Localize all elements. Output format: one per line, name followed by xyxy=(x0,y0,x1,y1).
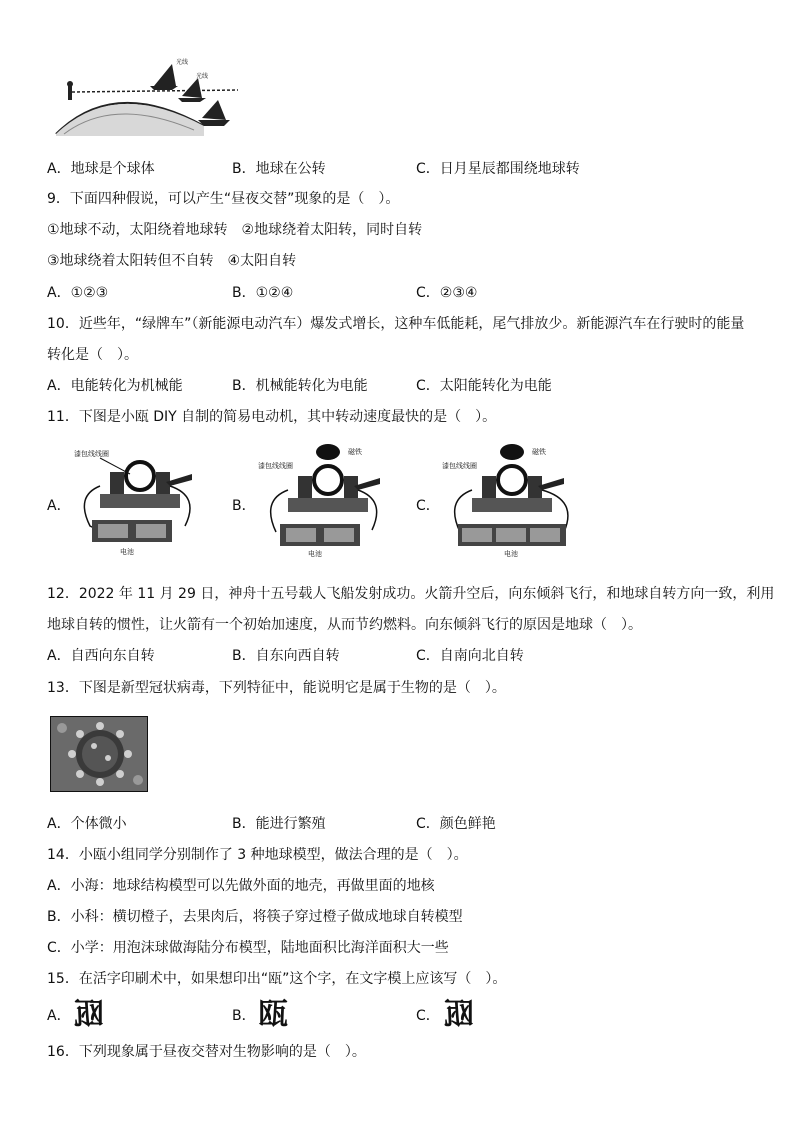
q13-option-a[interactable]: A．个体微小 xyxy=(47,816,127,832)
q9-option-b[interactable]: B．①②④ xyxy=(232,285,294,301)
motor-a-battery-label: 电池 xyxy=(120,548,134,556)
q14-option-b[interactable]: B．小科：横切橙子，去果肉后，将筷子穿过橙子做成地球自转模型 xyxy=(47,909,463,925)
q15-glyph-a: 瓯 xyxy=(74,997,104,1032)
svg-text:光线: 光线 xyxy=(176,59,189,66)
motor-b-battery-label: 电池 xyxy=(308,550,322,558)
q10-option-b[interactable]: B．机械能转化为电能 xyxy=(232,378,368,394)
q15-label-c[interactable]: C． xyxy=(416,1008,440,1024)
motor-figure-c xyxy=(440,440,580,558)
q8-option-b[interactable]: B．地球在公转 xyxy=(232,161,326,177)
q9-option-a[interactable]: A．①②③ xyxy=(47,285,109,301)
q10-stem-line2: 转化是（ ）。 xyxy=(47,347,138,363)
motor-figure-b xyxy=(256,440,386,558)
q15-label-b[interactable]: B． xyxy=(232,1008,256,1024)
q10-option-a[interactable]: A．电能转化为机械能 xyxy=(47,378,183,394)
earth-ship-figure xyxy=(54,56,240,136)
q12-option-c[interactable]: C．自南向北自转 xyxy=(416,648,524,664)
q8-option-c[interactable]: C．日月星辰都围绕地球转 xyxy=(416,161,580,177)
motor-c-coil-label: 漆包线线圈 xyxy=(442,462,477,470)
q14-stem: 14．小瓯小组同学分别制作了 3 种地球模型，做法合理的是（ ）。 xyxy=(47,847,468,863)
q9-stem: 9．下面四种假说，可以产生“昼夜交替”现象的是（ ）。 xyxy=(47,191,400,207)
q12-option-a[interactable]: A．自西向东自转 xyxy=(47,648,155,664)
q15-glyph-b: 瓯 xyxy=(258,997,288,1032)
q13-stem: 13．下图是新型冠状病毒，下列特征中，能说明它是属于生物的是（ ）。 xyxy=(47,680,506,696)
virus-image xyxy=(50,716,148,792)
motor-c-magnet-label: 磁铁 xyxy=(532,448,546,456)
q12-option-b[interactable]: B．自东向西自转 xyxy=(232,648,340,664)
q13-option-b[interactable]: B．能进行繁殖 xyxy=(232,816,326,832)
q15-stem: 15．在活字印刷术中，如果想印出“瓯”这个字，在文字模上应该写（ ）。 xyxy=(47,971,507,987)
svg-text:光线: 光线 xyxy=(196,73,209,80)
q8-option-a[interactable]: A．地球是个球体 xyxy=(47,161,155,177)
q12-stem-line2: 地球自转的惯性，让火箭有一个初始加速度，从而节约燃料。向东倾斜飞行的原因是地球（ ）。 xyxy=(47,617,642,633)
q11-label-a[interactable]: A． xyxy=(47,498,71,514)
q10-stem-line1: 10．近些年，“绿牌车”（新能源电动汽车）爆发式增长，这种车低能耗，尾气排放少。新能源汽车在行驶时的能量 xyxy=(47,316,745,332)
q13-option-c[interactable]: C．颜色鲜艳 xyxy=(416,816,496,832)
q15-label-a[interactable]: A． xyxy=(47,1008,71,1024)
q11-stem: 11．下图是小瓯 DIY 自制的简易电动机，其中转动速度最快的是（ ）。 xyxy=(47,409,497,425)
q11-label-c[interactable]: C． xyxy=(416,498,440,514)
q14-option-a[interactable]: A．小海：地球结构模型可以先做外面的地壳，再做里面的地核 xyxy=(47,878,435,894)
motor-b-coil-label: 漆包线线圈 xyxy=(258,462,293,470)
motor-a-coil-label: 漆包线线圈 xyxy=(74,450,109,458)
q14-option-c[interactable]: C．小学：用泡沫球做海陆分布模型，陆地面积比海洋面积大一些 xyxy=(47,940,449,956)
q11-label-b[interactable]: B． xyxy=(232,498,256,514)
motor-b-magnet-label: 磁铁 xyxy=(348,448,362,456)
q9-items-line2: ③地球绕着太阳转但不自转 ④太阳自转 xyxy=(47,253,297,269)
q10-option-c[interactable]: C．太阳能转化为电能 xyxy=(416,378,552,394)
motor-c-battery-label: 电池 xyxy=(504,550,518,558)
q9-option-c[interactable]: C．②③④ xyxy=(416,285,478,301)
q15-glyph-c: 瓯 xyxy=(444,997,474,1032)
q16-stem: 16．下列现象属于昼夜交替对生物影响的是（ ）。 xyxy=(47,1044,366,1060)
motor-figure-a xyxy=(70,446,200,558)
q12-stem-line1: 12．2022 年 11 月 29 日，神舟十五号载人飞船发射成功。火箭升空后，向东倾斜飞行，和地球自转方向一致，利用 xyxy=(47,586,775,602)
q9-items-line1: ①地球不动，太阳绕着地球转 ②地球绕着太阳转，同时自转 xyxy=(47,222,423,238)
